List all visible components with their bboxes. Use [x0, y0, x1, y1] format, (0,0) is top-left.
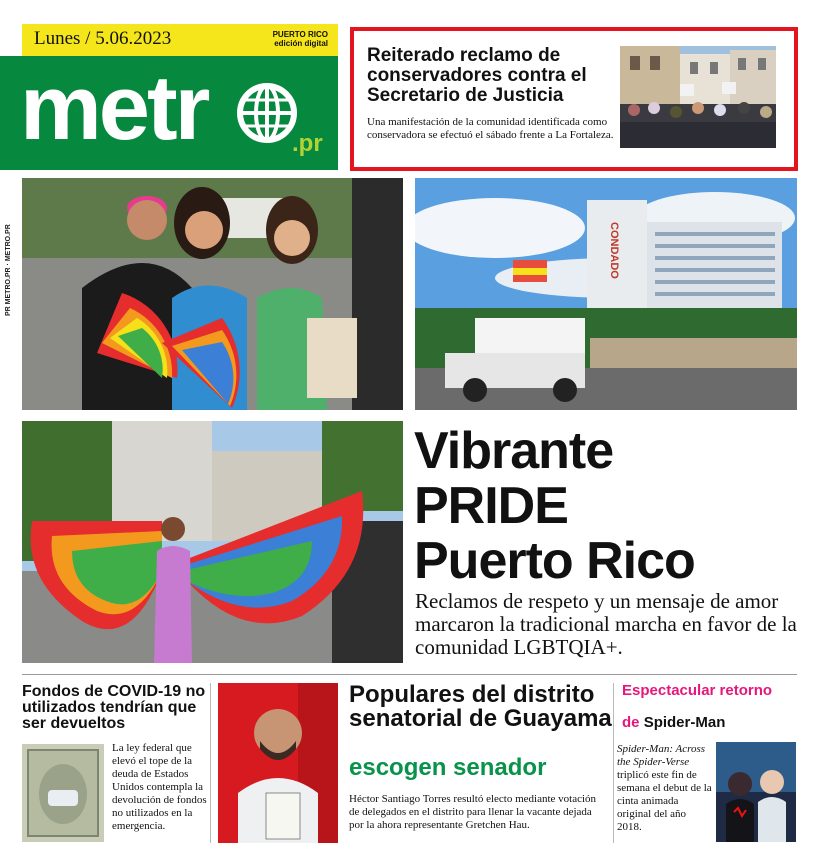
spider-headline-accent[interactable]: Espectacular retorno: [622, 682, 773, 699]
side-strip: [3, 178, 19, 318]
column-divider-1: [210, 683, 211, 843]
spider-headline-connector: de: [622, 714, 640, 731]
lead-summary: Reclamos de respeto y un mensaje de amor marcaron la tradicional marcha en favor de la comunidad LGBTQIA+.: [415, 589, 797, 659]
hotel-sign-text: CONDADO: [608, 222, 620, 279]
logo-wordmark: metr: [20, 57, 208, 159]
protest-photo[interactable]: [620, 46, 776, 148]
senate-summary: Héctor Santiago Torres resultó electo mediante votación de delegados en el distrito para llenar la vacante dejada por la ahora representante Gretchen Hau.: [349, 793, 597, 831]
lead-headline-line1: Vibrante: [414, 422, 614, 480]
spider-headline-title: Spider-Man: [643, 714, 726, 731]
butterfly-costume-photo[interactable]: [22, 421, 403, 663]
logo-suffix: .pr: [292, 130, 323, 157]
region-label: PUERTO RICO: [272, 30, 328, 39]
issue-date: Lunes / 5.06.2023: [34, 28, 172, 49]
lead-headline-line2: PRIDE: [414, 477, 568, 535]
lead-headline-line3: Puerto Rico: [414, 532, 695, 590]
parade-truck-photo[interactable]: [415, 178, 797, 410]
edition-label: [262, 30, 328, 48]
spider-summary: [617, 743, 713, 834]
senate-headline[interactable]: Populares del distrito senatorial de Guayama: [349, 681, 612, 732]
senate-subhead: escogen senador: [349, 754, 547, 781]
dollar-bill-photo[interactable]: [22, 744, 104, 842]
top-story-headline[interactable]: Reiterado reclamo de conservadores contra el Secretario de Justicia: [367, 45, 587, 106]
spider-verse-photo[interactable]: [716, 742, 796, 842]
side-strip-text: PR METRO.PR · METRO.PR: [5, 224, 12, 316]
edition-text: edición digital: [274, 39, 328, 48]
senator-photo[interactable]: [218, 683, 338, 843]
column-divider-2: [613, 683, 614, 843]
film-title: Spider-Man: Across the Spider-Verse: [617, 743, 706, 768]
globe-icon: [236, 82, 298, 144]
covid-summary: La ley federal que elevó el tope de la deuda de Estados Unidos contempla la devolución de fondos no utilizados en la emergencia.: [112, 742, 207, 832]
lead-headline[interactable]: [414, 424, 814, 589]
top-story-summary: Una manifestación de la comunidad identificada como conservadora se efectuó el sábado frente a La Fortaleza.: [367, 116, 614, 141]
section-divider: [22, 674, 797, 675]
pride-attendees-photo[interactable]: [22, 178, 403, 410]
covid-headline[interactable]: Fondos de COVID-19 no utilizados tendrían que ser devueltos: [22, 683, 206, 732]
spider-summary-text: triplicó este fin de semana el debut de la cinta animada original del año 2018.: [617, 769, 712, 833]
spider-headline[interactable]: [622, 715, 725, 731]
